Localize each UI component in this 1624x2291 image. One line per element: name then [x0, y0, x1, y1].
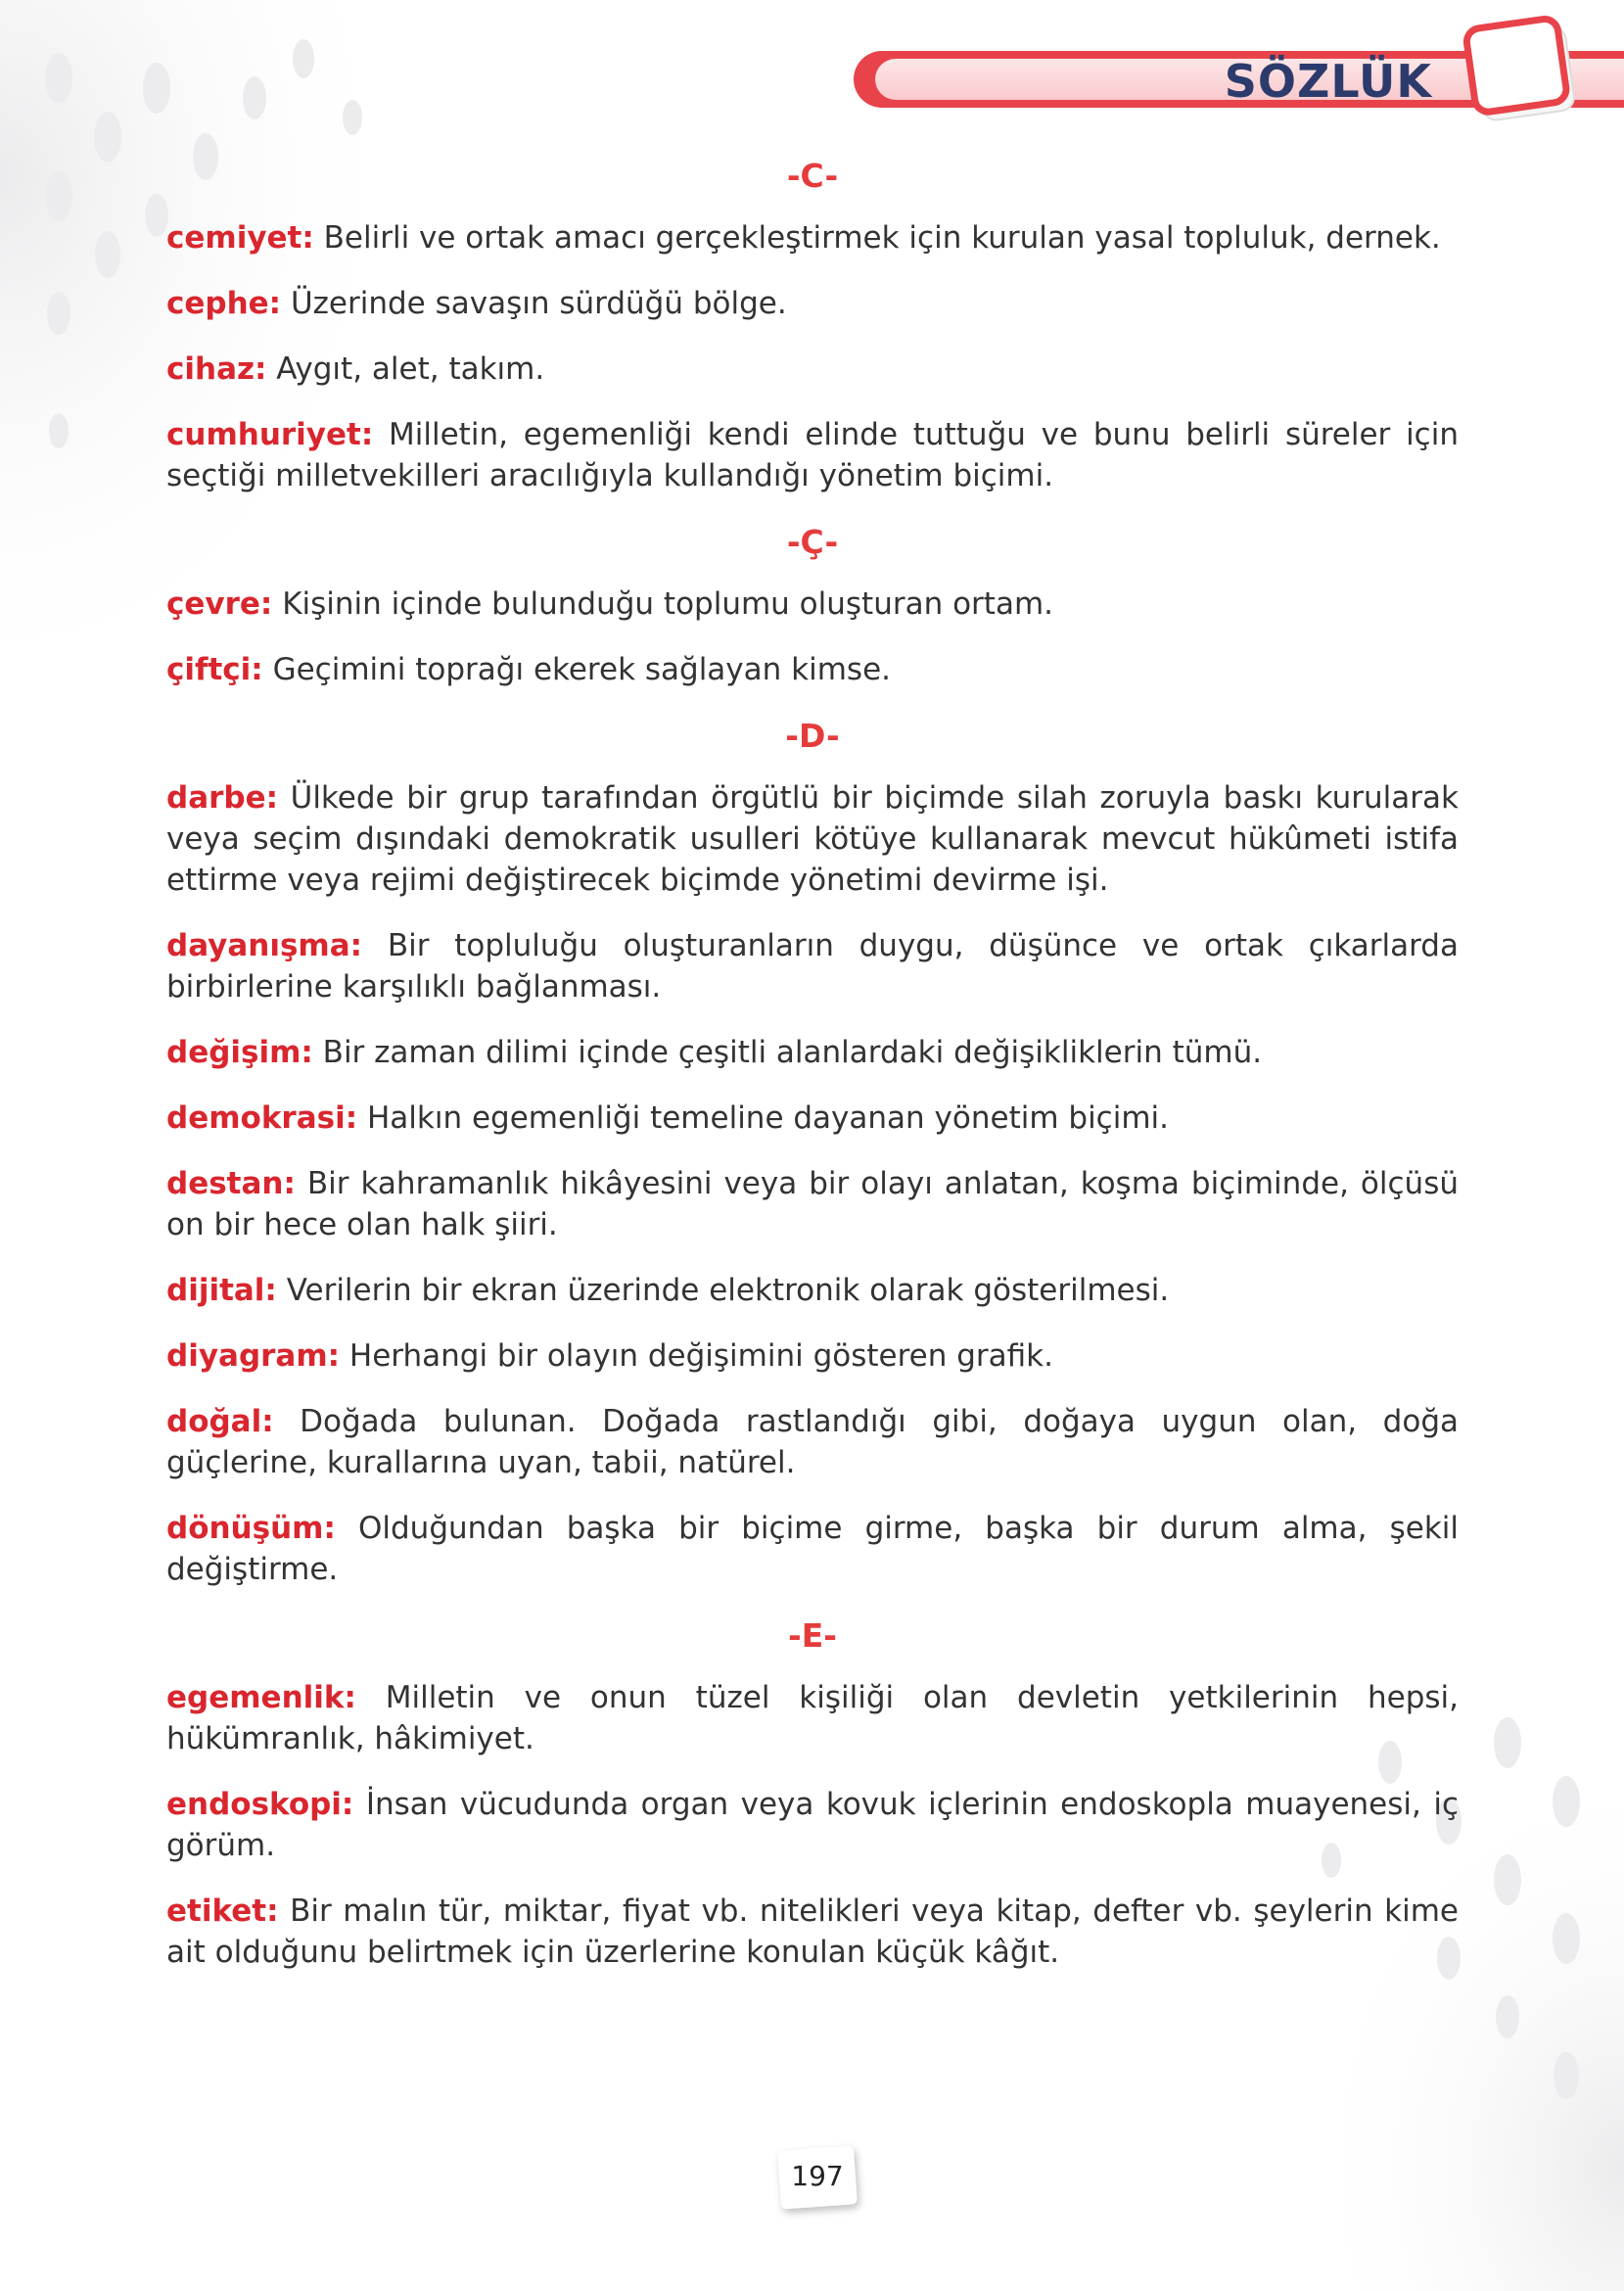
entry-term: dayanışma:	[166, 928, 363, 963]
entry-term: dönüşüm:	[166, 1511, 336, 1546]
entry-definition: Geçimini toprağı ekerek sağlayan kimse.	[272, 652, 891, 687]
entry-definition: Verilerin bir ekran üzerinde elektronik olarak gösterilmesi.	[286, 1273, 1170, 1308]
glossary-entry	[166, 925, 1459, 1007]
glossary-entry	[166, 1401, 1459, 1483]
glossary-entry	[166, 649, 1459, 690]
entry-definition: Bir topluluğu oluşturanların duygu, düşünce ve ortak çıkarlarda birbirlerine karşılıklı bağlanması.	[166, 928, 1459, 1005]
entry-term: cumhuriyet:	[166, 417, 374, 452]
glossary-entry	[166, 1032, 1459, 1073]
entry-definition: Bir malın tür, miktar, fiyat vb. nitelikleri veya kitap, defter vb. şeylerin kime ait olduğunu belirtmek için üzerlerine konulan küçük kâğıt.	[166, 1894, 1459, 1970]
glossary-entry	[166, 349, 1459, 390]
glossary-entry	[166, 777, 1459, 901]
entry-term: cihaz:	[166, 351, 267, 387]
entry-definition: Olduğundan başka bir biçime girme, başka bir durum alma, şekil değiştirme.	[166, 1511, 1460, 1587]
entry-definition: Herhangi bir olayın değişimini gösteren grafik.	[348, 1338, 1053, 1374]
entry-definition: Bir kahramanlık hikâyesini veya bir olayı anlatan, koşma biçiminde, ölçüsü on bir hece olan halk şiiri.	[166, 1166, 1459, 1242]
glossary-entry	[166, 1508, 1459, 1590]
page-number: 197	[791, 2160, 844, 2192]
entry-definition: Halkın egemenliği temeline dayanan yönetim biçimi.	[366, 1100, 1170, 1136]
entry-definition: Milletin ve onun tüzel kişiliği olan devletin yetkilerinin hepsi, hükümranlık, hâkimiyet.	[166, 1680, 1459, 1756]
entry-definition: Belirli ve ortak amacı gerçekleştirmek için kurulan yasal topluluk, dernek.	[323, 220, 1441, 256]
glossary-entry	[166, 1098, 1459, 1139]
entry-term: doğal:	[166, 1404, 274, 1439]
entry-term: değişim:	[166, 1035, 313, 1070]
section-e	[166, 1614, 1459, 1973]
entry-term: demokrasi:	[166, 1100, 358, 1136]
entry-definition: Kişinin içinde bulunduğu toplumu oluşturan ortam.	[282, 586, 1054, 622]
entry-term: destan:	[166, 1166, 296, 1201]
glossary-entry	[166, 1784, 1459, 1866]
glossary-entry	[166, 1270, 1459, 1311]
glossary-entry	[166, 1677, 1459, 1759]
entry-term: çevre:	[166, 586, 273, 622]
entry-term: dijital:	[166, 1273, 277, 1308]
glossary-content	[166, 155, 1459, 1997]
glossary-entry	[166, 217, 1459, 258]
entry-definition: Ülkede bir grup tarafından örgütlü bir biçimde silah zoruyla baskı kurularak veya seçim dışındaki demokratik usulleri kötüye kullanarak mevcut hükûmeti istifa ettirme veya rejimi değiştirecek biçimde yönetimi devirme işi.	[166, 780, 1459, 898]
page-title: SÖZLÜK	[1224, 55, 1432, 108]
entry-term: etiket:	[166, 1894, 279, 1929]
section-letter: -D-	[785, 717, 840, 755]
entry-definition: Milletin, egemenliği kendi elinde tuttuğu ve bunu belirli süreler için seçtiği milletvekilleri aracılığıyla kullandığı yönetim biçimi.	[166, 417, 1459, 493]
entry-definition: Üzerinde savaşın sürdüğü bölge.	[290, 286, 787, 321]
section-letter: -Ç-	[786, 523, 839, 561]
entry-definition: Bir zaman dilimi içinde çeşitli alanlardaki değişikliklerin tümü.	[322, 1035, 1263, 1070]
section-c	[166, 155, 1459, 496]
section-letter: -E-	[788, 1616, 837, 1655]
glossary-entry	[166, 414, 1459, 496]
entry-term: endoskopi:	[166, 1787, 354, 1822]
section-c-cedilla	[166, 521, 1459, 690]
section-letter: -C-	[786, 157, 839, 195]
entry-term: egemenlik:	[166, 1680, 356, 1715]
entry-definition: Doğada bulunan. Doğada rastlandığı gibi, doğaya uygun olan, doğa güçlerine, kurallarına uyan, tabii, natürel.	[166, 1404, 1459, 1480]
entry-definition: İnsan vücudunda organ veya kovuk içlerinin endoskopla muayenesi, iç görüm.	[166, 1787, 1460, 1863]
glossary-entry	[166, 1163, 1459, 1245]
entry-term: diyagram:	[166, 1338, 341, 1374]
glossary-entry	[166, 1335, 1459, 1377]
entry-term: çiftçi:	[166, 652, 263, 687]
entry-term: cephe:	[166, 286, 282, 321]
glossary-entry	[166, 584, 1459, 625]
glossary-entry	[166, 1891, 1459, 1973]
section-d	[166, 715, 1459, 1590]
glossary-entry	[166, 283, 1459, 324]
entry-term: cemiyet:	[166, 220, 314, 256]
entry-definition: Aygıt, alet, takım.	[276, 351, 545, 387]
entry-term: darbe:	[166, 780, 279, 816]
page-corner-icon	[1457, 14, 1594, 131]
